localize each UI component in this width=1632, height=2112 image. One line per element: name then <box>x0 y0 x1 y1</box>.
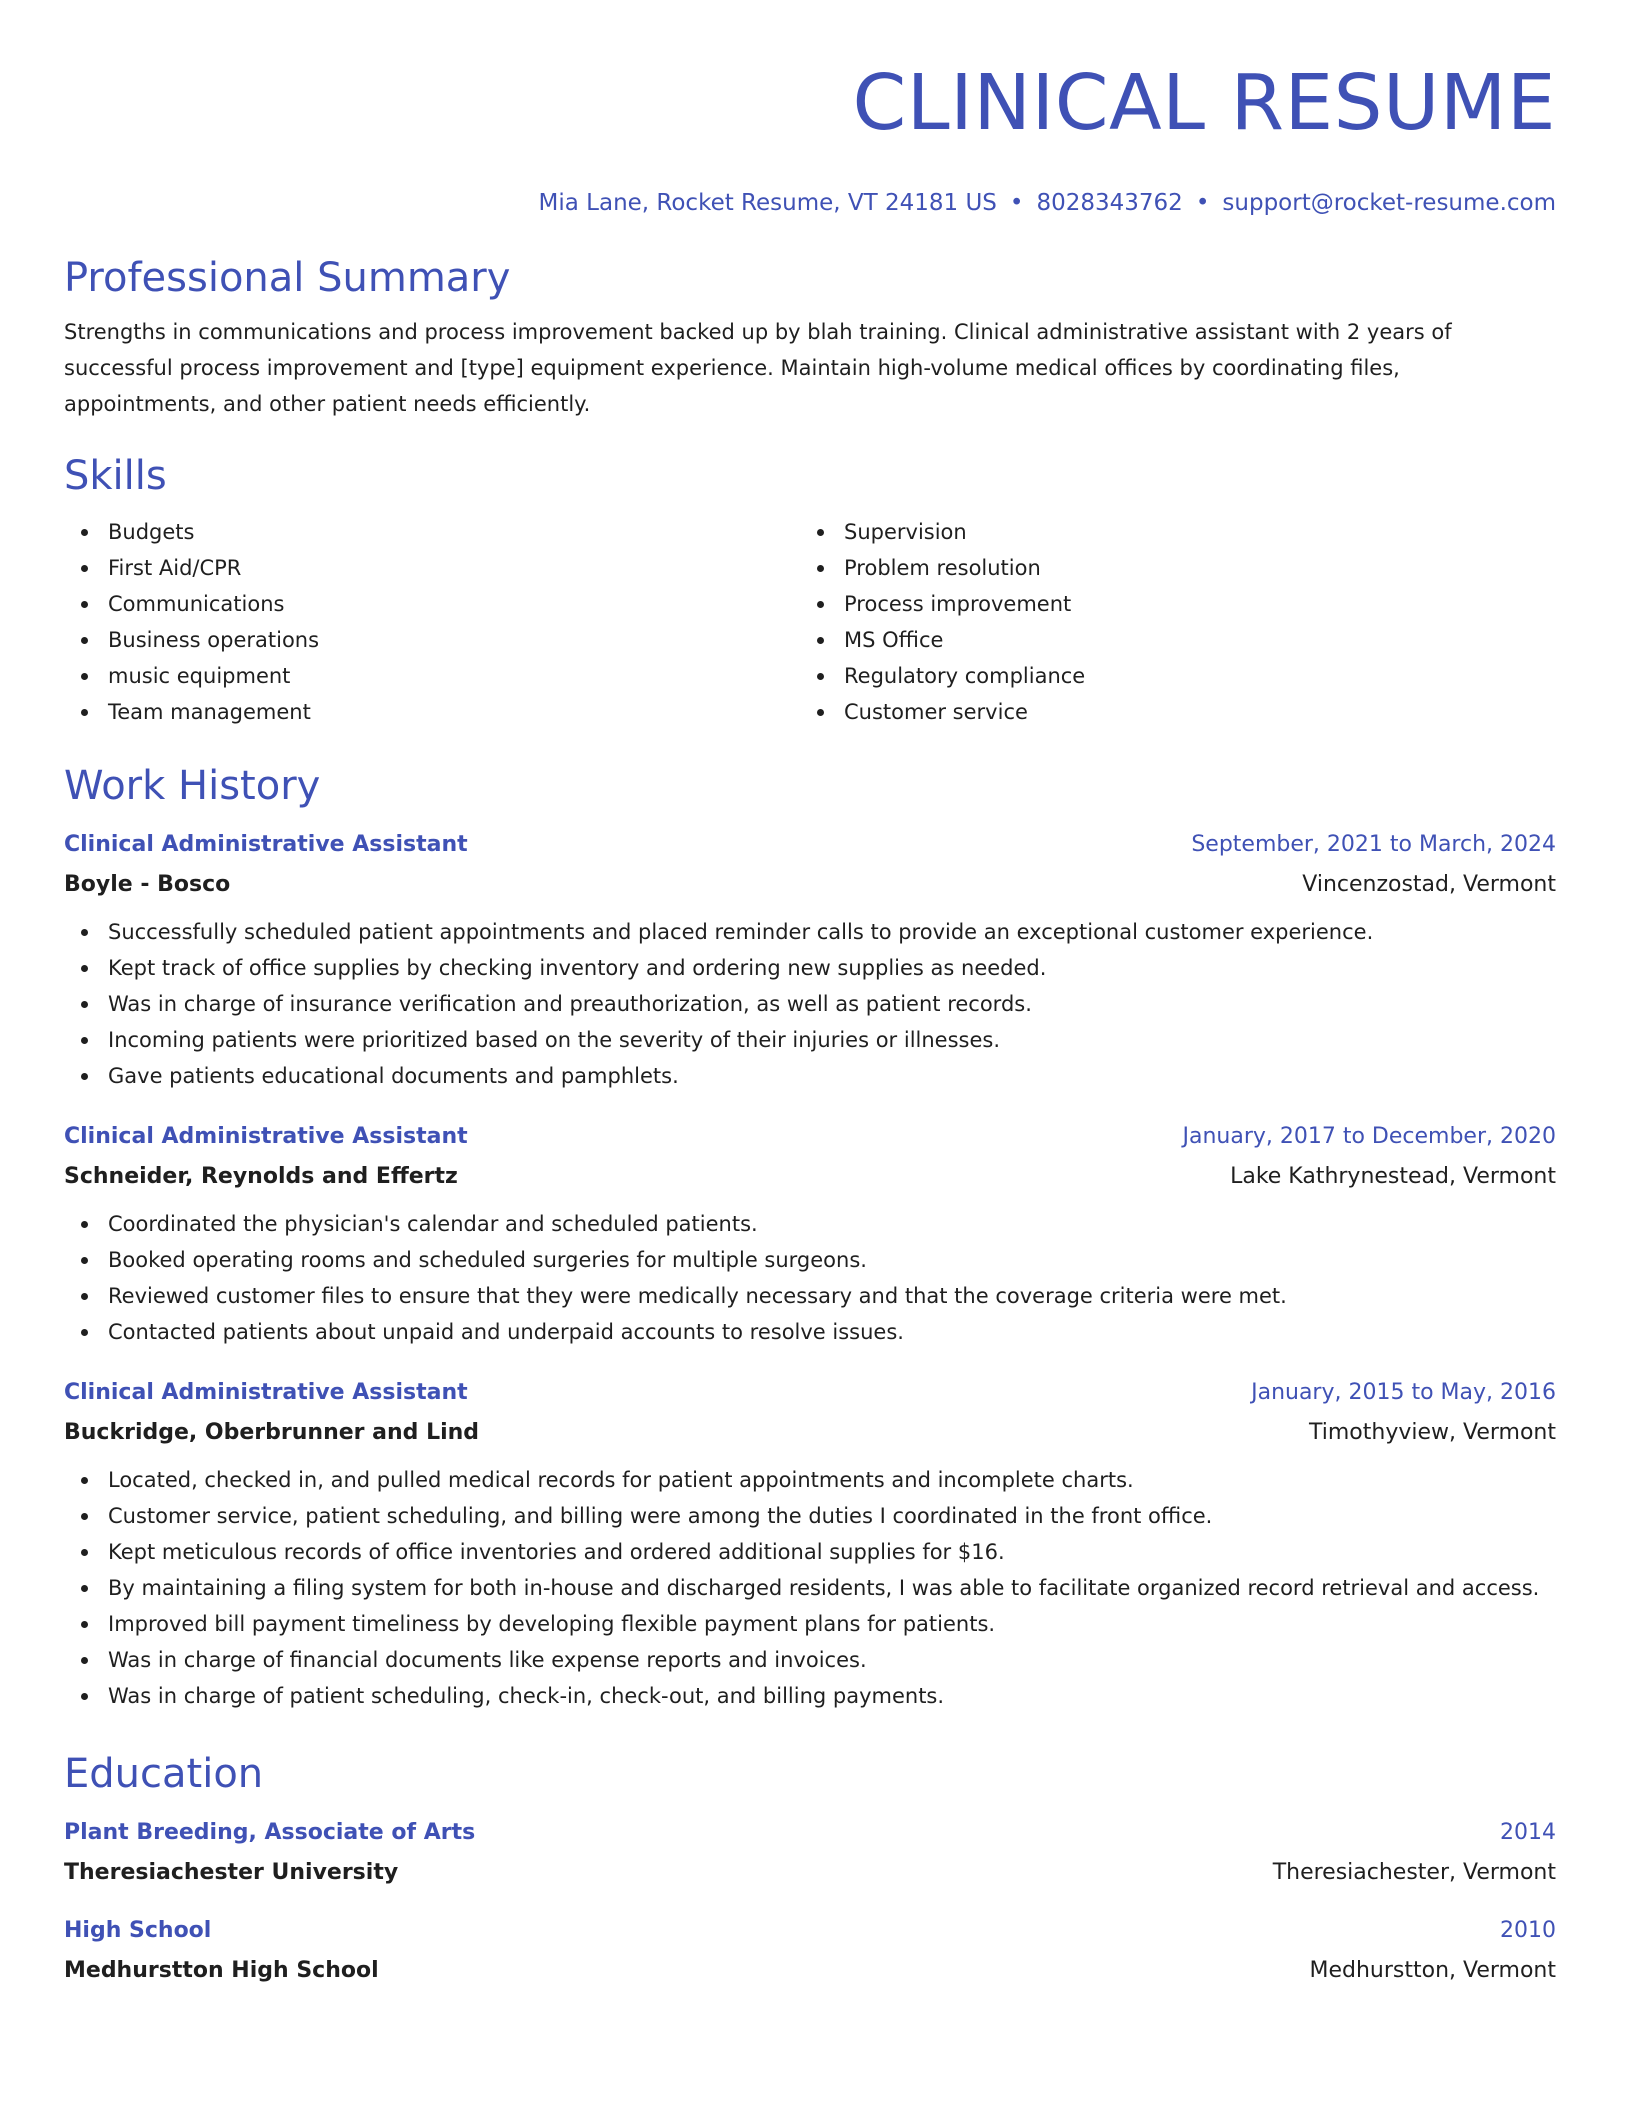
job-bullet: Booked operating rooms and scheduled surgeries for multiple surgeons. <box>108 1242 1556 1278</box>
education-year: 2010 <box>1500 1918 1556 1943</box>
job-dates: January, 2015 to May, 2016 <box>1251 1380 1556 1405</box>
education-entry <box>64 1916 1556 1986</box>
education-location: Theresiachester, Vermont <box>1272 1860 1556 1885</box>
skill-item: Communications <box>108 586 800 622</box>
contact-line <box>64 188 1556 218</box>
job-entry <box>64 830 1556 1094</box>
education-degree: Plant Breeding, Associate of Arts <box>64 1820 476 1845</box>
education-school: Medhurstton High School <box>64 1958 379 1983</box>
contact-phone[interactable]: 8028343762 <box>1036 190 1183 216</box>
skill-item: Customer service <box>844 694 1536 730</box>
job-bullet: Kept meticulous records of office inventories and ordered additional supplies for $16. <box>108 1534 1556 1570</box>
contact-address: Mia Lane, Rocket Resume, VT 24181 US <box>538 190 997 216</box>
skill-item: Problem resolution <box>844 550 1536 586</box>
job-employer-row <box>64 1418 1556 1448</box>
job-bullet: Improved bill payment timeliness by developing flexible payment plans for patients. <box>108 1606 1556 1642</box>
job-header <box>64 830 1556 860</box>
skill-item: Process improvement <box>844 586 1536 622</box>
job-entry <box>64 1378 1556 1714</box>
job-bullets <box>64 1206 1556 1350</box>
skill-item: Regulatory compliance <box>844 658 1536 694</box>
job-title: Clinical Administrative Assistant <box>64 1124 468 1149</box>
job-bullet: Was in charge of financial documents like expense reports and invoices. <box>108 1642 1556 1678</box>
skill-item: Supervision <box>844 514 1536 550</box>
section-heading-skills: Skills <box>64 453 167 499</box>
job-location: Vincenzostad, Vermont <box>1302 872 1556 897</box>
job-bullet: Was in charge of insurance verification and preauthorization, as well as patient records. <box>108 986 1556 1022</box>
skills-list <box>64 514 1556 730</box>
job-header <box>64 1378 1556 1408</box>
skill-item: First Aid/CPR <box>108 550 800 586</box>
job-bullet: Contacted patients about unpaid and underpaid accounts to resolve issues. <box>108 1314 1556 1350</box>
education-entry <box>64 1818 1556 1888</box>
skill-item: Team management <box>108 694 800 730</box>
job-bullet: By maintaining a filing system for both in-house and discharged residents, I was able to facilitate organized record retrieval and access. <box>108 1570 1556 1606</box>
job-company: Buckridge, Oberbrunner and Lind <box>64 1420 480 1445</box>
job-company: Schneider, Reynolds and Effertz <box>64 1164 458 1189</box>
education-school-row <box>64 1858 1556 1888</box>
resume-page <box>64 0 1556 1986</box>
education-school-row <box>64 1956 1556 1986</box>
job-bullet: Kept track of office supplies by checking inventory and ordering new supplies as needed. <box>108 950 1556 986</box>
contact-separator: • <box>1009 190 1024 216</box>
skill-item: Budgets <box>108 514 800 550</box>
job-bullets <box>64 914 1556 1094</box>
job-bullet: Gave patients educational documents and pamphlets. <box>108 1058 1556 1094</box>
contact-separator: • <box>1195 190 1210 216</box>
education-year: 2014 <box>1500 1820 1556 1845</box>
section-heading-work-history: Work History <box>64 763 321 809</box>
education-header <box>64 1818 1556 1848</box>
skills-column-right <box>800 514 1536 730</box>
job-bullet: Successfully scheduled patient appointments and placed reminder calls to provide an exceptional customer experience. <box>108 914 1556 950</box>
skill-item: MS Office <box>844 622 1536 658</box>
education-school: Theresiachester University <box>64 1860 399 1885</box>
job-location: Timothyview, Vermont <box>1309 1420 1556 1445</box>
job-employer-row <box>64 870 1556 900</box>
job-bullet: Customer service, patient scheduling, and billing were among the duties I coordinated in the front office. <box>108 1498 1556 1534</box>
job-bullet: Was in charge of patient scheduling, check-in, check-out, and billing payments. <box>108 1678 1556 1714</box>
education-header <box>64 1916 1556 1946</box>
job-company: Boyle - Bosco <box>64 872 231 897</box>
skills-column-left <box>64 514 800 730</box>
education-location: Medhurstton, Vermont <box>1309 1958 1556 1983</box>
job-employer-row <box>64 1162 1556 1192</box>
job-dates: January, 2017 to December, 2020 <box>1182 1124 1556 1149</box>
skill-item: music equipment <box>108 658 800 694</box>
job-title: Clinical Administrative Assistant <box>64 1380 468 1405</box>
skill-item: Business operations <box>108 622 800 658</box>
job-bullet: Incoming patients were prioritized based on the severity of their injuries or illnesses. <box>108 1022 1556 1058</box>
contact-email[interactable]: support@rocket-resume.com <box>1222 190 1556 216</box>
job-location: Lake Kathrynestead, Vermont <box>1230 1164 1556 1189</box>
job-title: Clinical Administrative Assistant <box>64 832 468 857</box>
job-bullet: Coordinated the physician's calendar and scheduled patients. <box>108 1206 1556 1242</box>
job-dates: September, 2021 to March, 2024 <box>1191 832 1556 857</box>
summary-text: Strengths in communications and process improvement backed up by blah training. Clinical administrative assistant with 2 years of successful process improvement and [type] equipment experience. Maintain high-volume medical offices by coordinating files, appointments, and other patient needs efficiently. <box>64 320 1452 416</box>
section-heading-education: Education <box>64 1751 264 1797</box>
section-heading-summary: Professional Summary <box>64 255 511 301</box>
job-entry <box>64 1122 1556 1350</box>
job-bullet: Reviewed customer files to ensure that they were medically necessary and that the coverage criteria were met. <box>108 1278 1556 1314</box>
education-degree: High School <box>64 1918 212 1943</box>
job-header <box>64 1122 1556 1152</box>
job-bullets <box>64 1462 1556 1714</box>
resume-title: CLINICAL RESUME <box>852 59 1556 148</box>
job-bullet: Located, checked in, and pulled medical records for patient appointments and incomplete charts. <box>108 1462 1556 1498</box>
